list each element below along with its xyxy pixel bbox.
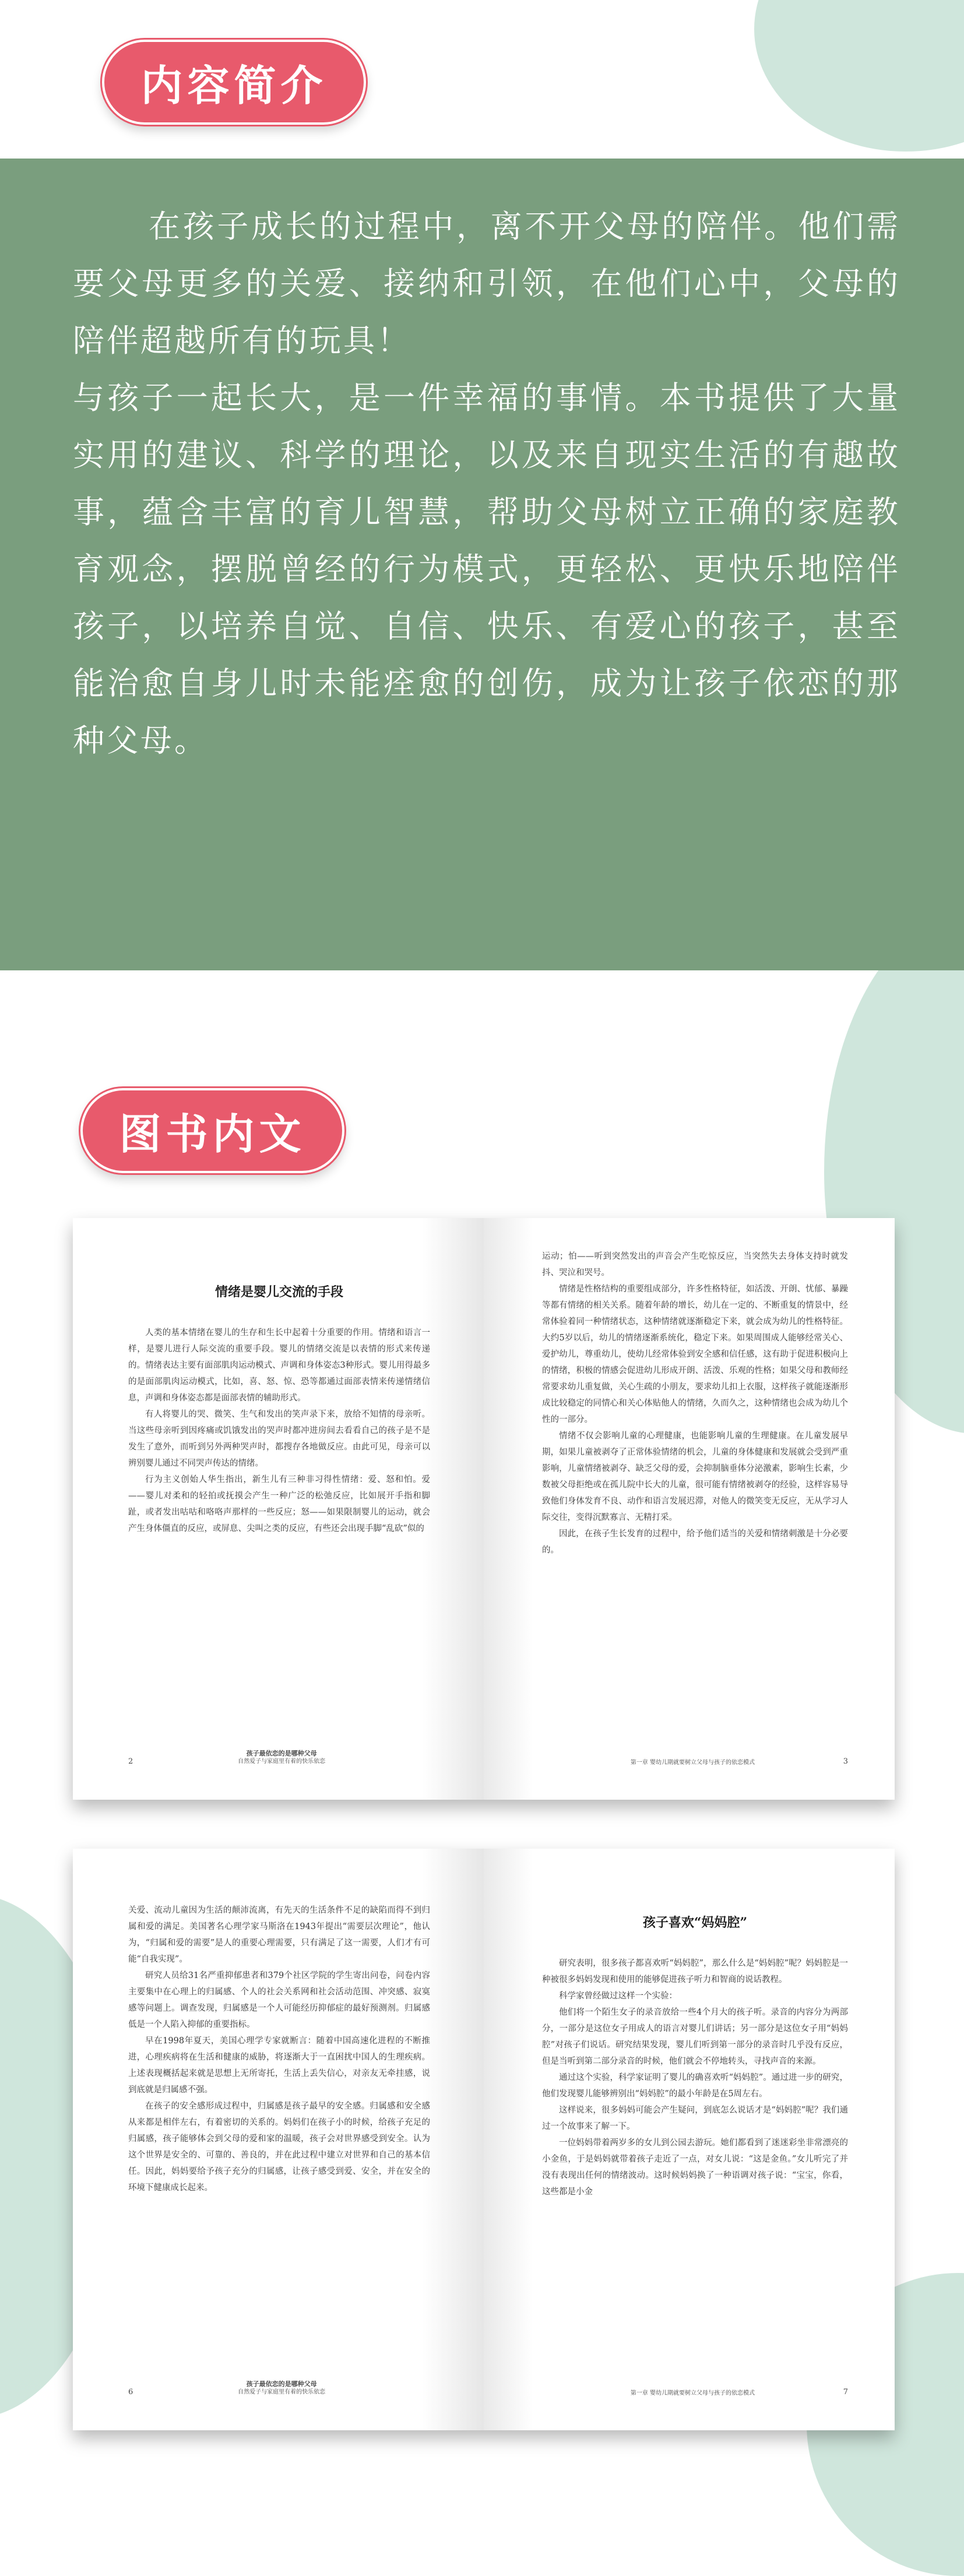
chapter-title: 情绪是婴儿交流的手段 [214, 1285, 343, 1300]
page-number: 3 [843, 1757, 848, 1766]
book-spread [73, 1218, 895, 1800]
page-body [542, 1248, 848, 1558]
body-paragraph: 研究人员给31名严重抑郁患者和379个社区学院的学生寄出问卷，问卷内容主要集中在心理上的归属感、个人的社会关系网和社会活动范围、冲突感、寂寞感等问题上。调查发现，归属感是一个人可能经历抑郁症的最好预测剂。归属感低是一个人陷入抑郁的重要指标。 [128, 1971, 430, 2029]
body-paragraph: 一位妈妈带着两岁多的女儿到公园去游玩。她们都看到了迷迷彩坐非常漂亮的小金鱼，于是妈妈就带着孩子走近了一点，对女儿说：“这是金鱼。”女儿听完了并没有表现出任何的情绪波动。这时候妈妈换了一种语调对孩子说：“宝宝，你看，这些都是小金 [542, 2138, 848, 2197]
body-paragraph: 人类的基本情绪在婴儿的生存和生长中起着十分重要的作用。情绪和语言一样，是婴儿进行人际交流的重要手段。婴儿的情绪交流是以表情的形式来传递的。情绪表达主要有面部肌肉运动模式、声调和身体姿态3种形式。婴儿用得最多的是面部肌肉运动模式，比如，喜、怒、惊、恐等都通过面部表情来传递情绪信息，声调和身体姿态都是面部表情的辅助形式。 [128, 1328, 430, 1403]
body-paragraph: 科学家曾经做过这样一个实验： [559, 1991, 677, 2001]
page-number: 2 [128, 1757, 133, 1766]
page-body [542, 1955, 848, 2200]
body-paragraph: 研究表明，很多孩子都喜欢听“妈妈腔”，那么什么是“妈妈腔”呢？妈妈腔是一种被很多妈妈发现和使用的能够促进孩子听力和智商的说话教程。 [542, 1959, 848, 1984]
body-paragraph: 关爱、流动儿童因为生活的颠沛流离，有先天的生活条件不足的缺陷而得不到归属和爱的满足。美国著名心理学家马斯洛在1943年提出“需要层次理论”，他认为，“归属和爱的需要”是人的重要心理需要，只有满足了这一需要，人们才有可能“自我实现”。 [128, 1906, 430, 1964]
body-paragraph: 通过这个实验，科学家证明了婴儿的确喜欢听“妈妈腔”。通过进一步的研究，他们发现婴儿能够辨别出“妈妈腔”的最小年龄是在5周左右。 [542, 2073, 848, 2099]
footer-chapter: 第一章 婴幼儿期就要树立父母与孩子的依恋模式 [630, 1759, 755, 1766]
book-page-right [484, 1218, 895, 1800]
body-paragraph: 这样说来，很多妈妈可能会产生疑问，到底怎么说话才是“妈妈腔”呢？我们通过一个故事来了解一下。 [542, 2106, 848, 2131]
book-page-left [73, 1218, 484, 1800]
body-paragraph: 行为主义创始人华生指出，新生儿有三种非习得性情绪：爱、怒和怕。爱——婴儿对柔和的轻拍或抚摸会产生一种广泛的松弛反应，比如展开手指和脚趾，或者发出咕咕和咯咯声那样的一些反应；怒——如果限制婴儿的运动，就会产生身体僵直的反应，或屏息、尖叫之类的反应，有些还会出现手脚“乱砍”似的 [128, 1475, 430, 1533]
body-paragraph: 情绪不仅会影响儿童的心理健康，也能影响儿童的生理健康。在儿童发展早期，如果儿童被剥夺了正常体验情绪的机会，儿童的身体健康和发展就会受到严重影响，儿童情绪被剥夺、缺乏父母的爱，会抑制脑垂体分泌激素，影响生长素，少数被父母拒绝或在孤儿院中长大的儿童，很可能有情绪被剥夺的经验，这样容易导致他们身体发育不良、动作和语言发展迟滞，对他人的微笑变无反应，无从学习人际交往，变得沉默寡言、无精打采。 [542, 1431, 848, 1522]
intro-paragraph: 与孩子一起长大，是一件幸福的事情。本书提供了大量实用的建议、科学的理论，以及来自现实生活的有趣故事，蕴含丰富的育儿智慧，帮助父母树立正确的家庭教育观念，摆脱曾经的行为模式，更轻松、更快乐地陪伴孩子，以培养自觉、自信、快乐、有爱心的孩子，甚至能治愈自身儿时未能痊愈的创伤，成为让孩子依恋的那种父母。 [73, 379, 900, 759]
body-paragraph: 运动；怕——听到突然发出的声音会产生吃惊反应，当突然失去身体支持时就发抖、哭泣和哭号。 [542, 1252, 848, 1278]
page-footer [542, 1757, 848, 1766]
footer-book-subtitle: 自然爱子与家庭里有着的快乐依恋 [238, 2389, 326, 2395]
page-body [128, 1902, 430, 2196]
body-paragraph: 早在1998年夏天，美国心理学专家就断言：随着中国高速化进程的不断推进，心理疾病将在生活和健康的威胁，将逐渐大于一直困扰中国人的生理疾病。上述表现概括起来就是思想上无所寄托，生活上丢失信心，对亲友无牵挂感，说到底就是归属感不强。 [128, 2036, 430, 2095]
intro-paragraph: 在孩子成长的过程中，离不开父母的陪伴。他们需要父母更多的关爱、接纳和引领，在他们心中，父母的陪伴超越所有的玩具！ [73, 208, 900, 359]
book-spread [73, 1849, 895, 2430]
page-footer [128, 2380, 430, 2396]
book-page-right [484, 1849, 895, 2430]
footer-chapter: 第一章 婴幼儿期就要树立父母与孩子的依恋模式 [630, 2390, 755, 2396]
body-paragraph: 他们将一个陌生女子的录音放给一些4个月大的孩子听。录音的内容分为两部分，一部分是这位女子用成人的语言对婴儿们讲话；另一部分是这位女子用“妈妈腔”对孩子们说话。研究结果发现，婴儿们听到第一部分的录音时几乎没有反应，但是当听到第二部分录音的时候，他们就会不停地转头，寻找声音的来源。 [542, 2008, 848, 2066]
footer-book-title [238, 1750, 325, 1766]
chapter-title: 孩子喜欢“妈妈腔” [642, 1915, 748, 1930]
page-number: 6 [128, 2388, 133, 2396]
intro-heading-badge: 内容简介 [102, 40, 366, 125]
body-paragraph: 在孩子的安全感形成过程中，归属感是孩子最早的安全感。归属感和安全感从来都是相伴左右，有着密切的关系的。妈妈们在孩子小的时候，给孩子充足的归属感，孩子能够体会到父母的爱和家的温暖，孩子会对世界感受到安全。认为这个世界是安全的、可靠的、善良的，并在此过程中建立对世界和自己的基本信任。因此，妈妈要给予孩子充分的归属感，让孩子感受到爱、安全，并在安全的环境下健康成长起来。 [128, 2102, 430, 2193]
footer-book-title [238, 2380, 325, 2396]
footer-book-name: 孩子最依恋的是哪种父母 [246, 2380, 317, 2388]
intro-panel [0, 159, 964, 970]
page-body [128, 1325, 430, 1537]
book-page-left [73, 1849, 484, 2430]
page-footer [128, 1750, 430, 1766]
page-footer [542, 2388, 848, 2396]
content-heading-badge: 图书内文 [80, 1088, 344, 1173]
page-number: 7 [843, 2388, 848, 2396]
body-paragraph: 情绪是性格结构的重要组成部分，许多性格特征，如活泼、开朗、忧郁、暴躁等都有情绪的相关关系。随着年龄的增长，幼儿在一定的、不断重复的情景中，经常体验着同一种情绪状态，这种情绪就逐渐稳定下来，就会成为幼儿的性格特征。大约5岁以后，幼儿的情绪逐渐系统化，稳定下来。如果周围成人能够经常关心、爱护幼儿，尊重幼儿，使幼儿经常体验到安全感和信任感，这有助于促进积极向上的情绪，积极的情感会促进幼儿形成开朗、活泼、乐观的性格；如果父母和教师经常要求幼儿重复做，关心生疏的小朋友，要求幼儿扣上衣服，这样孩子就能逐渐形成比较稳定的同情心和关心体贴他人的情绪，久而久之，这种情绪也会成为幼儿个性的一部分。 [542, 1285, 848, 1424]
body-paragraph: 有人将婴儿的哭、微笑、生气和发出的笑声录下来，放给不知情的母亲听。当这些母亲听到因疼痛或饥饿发出的哭声时都冲进房间去看看自己的孩子是不是发生了意外，而听到另外两种哭声时，都搜存各地做反应。由此可见，母亲可以辨别婴儿通过不同哭声传达的情绪。 [128, 1410, 430, 1468]
footer-book-name: 孩子最依恋的是哪种父母 [246, 1750, 317, 1757]
intro-text [73, 198, 900, 769]
decorative-blob [754, 0, 964, 152]
footer-book-subtitle: 自然爱子与家庭里有着的快乐依恋 [238, 1758, 326, 1765]
body-paragraph: 因此，在孩子生长发育的过程中，给予他们适当的关爱和情绪刺激是十分必要的。 [542, 1529, 848, 1555]
